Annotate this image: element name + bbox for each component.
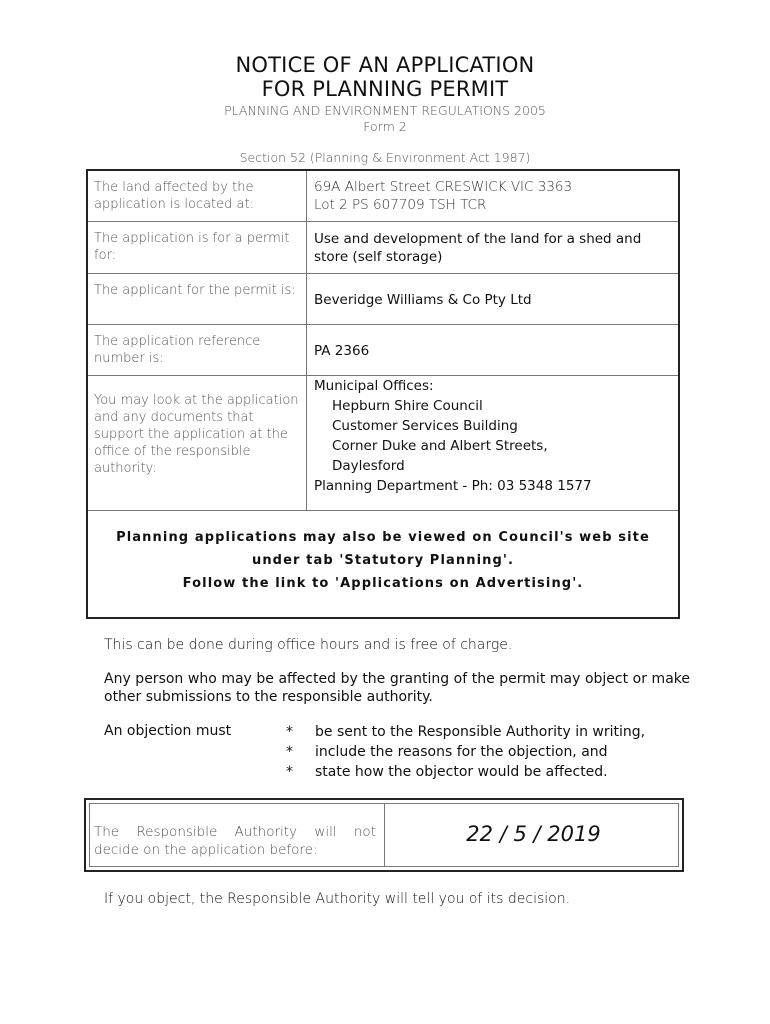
decision-inner-frame xyxy=(89,803,679,867)
bullet: * xyxy=(286,764,293,780)
office-line-4: Corner Duke and Albert Streets, xyxy=(332,438,548,454)
website-notice xyxy=(88,511,678,617)
section-reference: Section 52 (Planning & Environment Act 1987) xyxy=(239,150,531,165)
office-line-6: Planning Department - Ph: 03 5348 1577 xyxy=(314,478,592,494)
list-item xyxy=(286,762,645,782)
land-label: The land affected by the application is located at: xyxy=(94,180,254,212)
reference-value: PA 2366 xyxy=(314,343,370,359)
list-item-text: include the reasons for the objection, and xyxy=(315,744,608,760)
decision-label-line-1: The Responsible Authority will not xyxy=(94,824,376,840)
footer-text: If you object, the Responsible Authority will tell you of its decision. xyxy=(104,891,571,907)
decision-date: 22 / 5 / 2019 xyxy=(466,822,601,846)
applicant-label: The applicant for the permit is: xyxy=(94,283,296,298)
decision-label-line-2: decide on the application before: xyxy=(94,842,318,858)
decision-date-box xyxy=(84,798,684,872)
objection-intro-text: Any person who may be affected by the granting of the permit may object or make other submissions to the responsible authority. xyxy=(104,671,690,705)
reference-label: The application reference number is: xyxy=(94,334,261,366)
permit-for-label: The application is for a permit for: xyxy=(94,231,290,263)
table-row-land xyxy=(88,171,678,222)
regulations-subtitle: PLANNING AND ENVIRONMENT REGULATIONS 2005 xyxy=(224,103,546,118)
list-item-text: be sent to the Responsible Authority in writing, xyxy=(315,724,646,740)
notice-line-3: Follow the link to 'Applications on Advertising'. xyxy=(182,576,584,591)
form-number: Form 2 xyxy=(363,119,407,134)
table-row-permit-for xyxy=(88,222,678,274)
land-address-line-2: Lot 2 PS 607709 TSH TCR xyxy=(314,197,487,213)
decision-label xyxy=(94,823,376,859)
list-item xyxy=(286,722,645,742)
notice-line-1: Planning applications may also be viewed on Council's web site xyxy=(116,530,650,545)
list-item-text: state how the objector would be affected. xyxy=(315,764,608,780)
objection-list xyxy=(286,722,645,782)
list-item xyxy=(286,742,645,762)
office-hours-text: This can be done during office hours and is free of charge. xyxy=(104,637,513,653)
title-line-2: FOR PLANNING PERMIT xyxy=(261,77,509,101)
application-details-table xyxy=(86,169,680,619)
office-details xyxy=(314,376,676,496)
bullet: * xyxy=(286,724,293,740)
land-address-line-1: 69A Albert Street CRESWICK VIC 3363 xyxy=(314,179,573,195)
table-row-reference xyxy=(88,325,678,376)
office-label: You may look at the application and any documents that support the application at the office of the responsible authority: xyxy=(94,393,299,476)
office-line-1: Municipal Offices: xyxy=(314,378,434,394)
objection-label: An objection must xyxy=(104,723,232,739)
bullet: * xyxy=(286,744,293,760)
notice-line-2: under tab 'Statutory Planning'. xyxy=(251,553,515,568)
office-line-2: Hepburn Shire Council xyxy=(332,398,483,414)
permit-for-value: Use and development of the land for a shed and store (self storage) xyxy=(314,231,642,265)
table-row-office xyxy=(88,376,678,511)
office-line-5: Daylesford xyxy=(332,458,405,474)
table-row-applicant xyxy=(88,274,678,325)
office-line-3: Customer Services Building xyxy=(332,418,518,434)
title-line-1: NOTICE OF AN APPLICATION xyxy=(235,53,535,77)
applicant-value: Beveridge Williams & Co Pty Ltd xyxy=(314,292,532,308)
land-address xyxy=(314,178,676,214)
